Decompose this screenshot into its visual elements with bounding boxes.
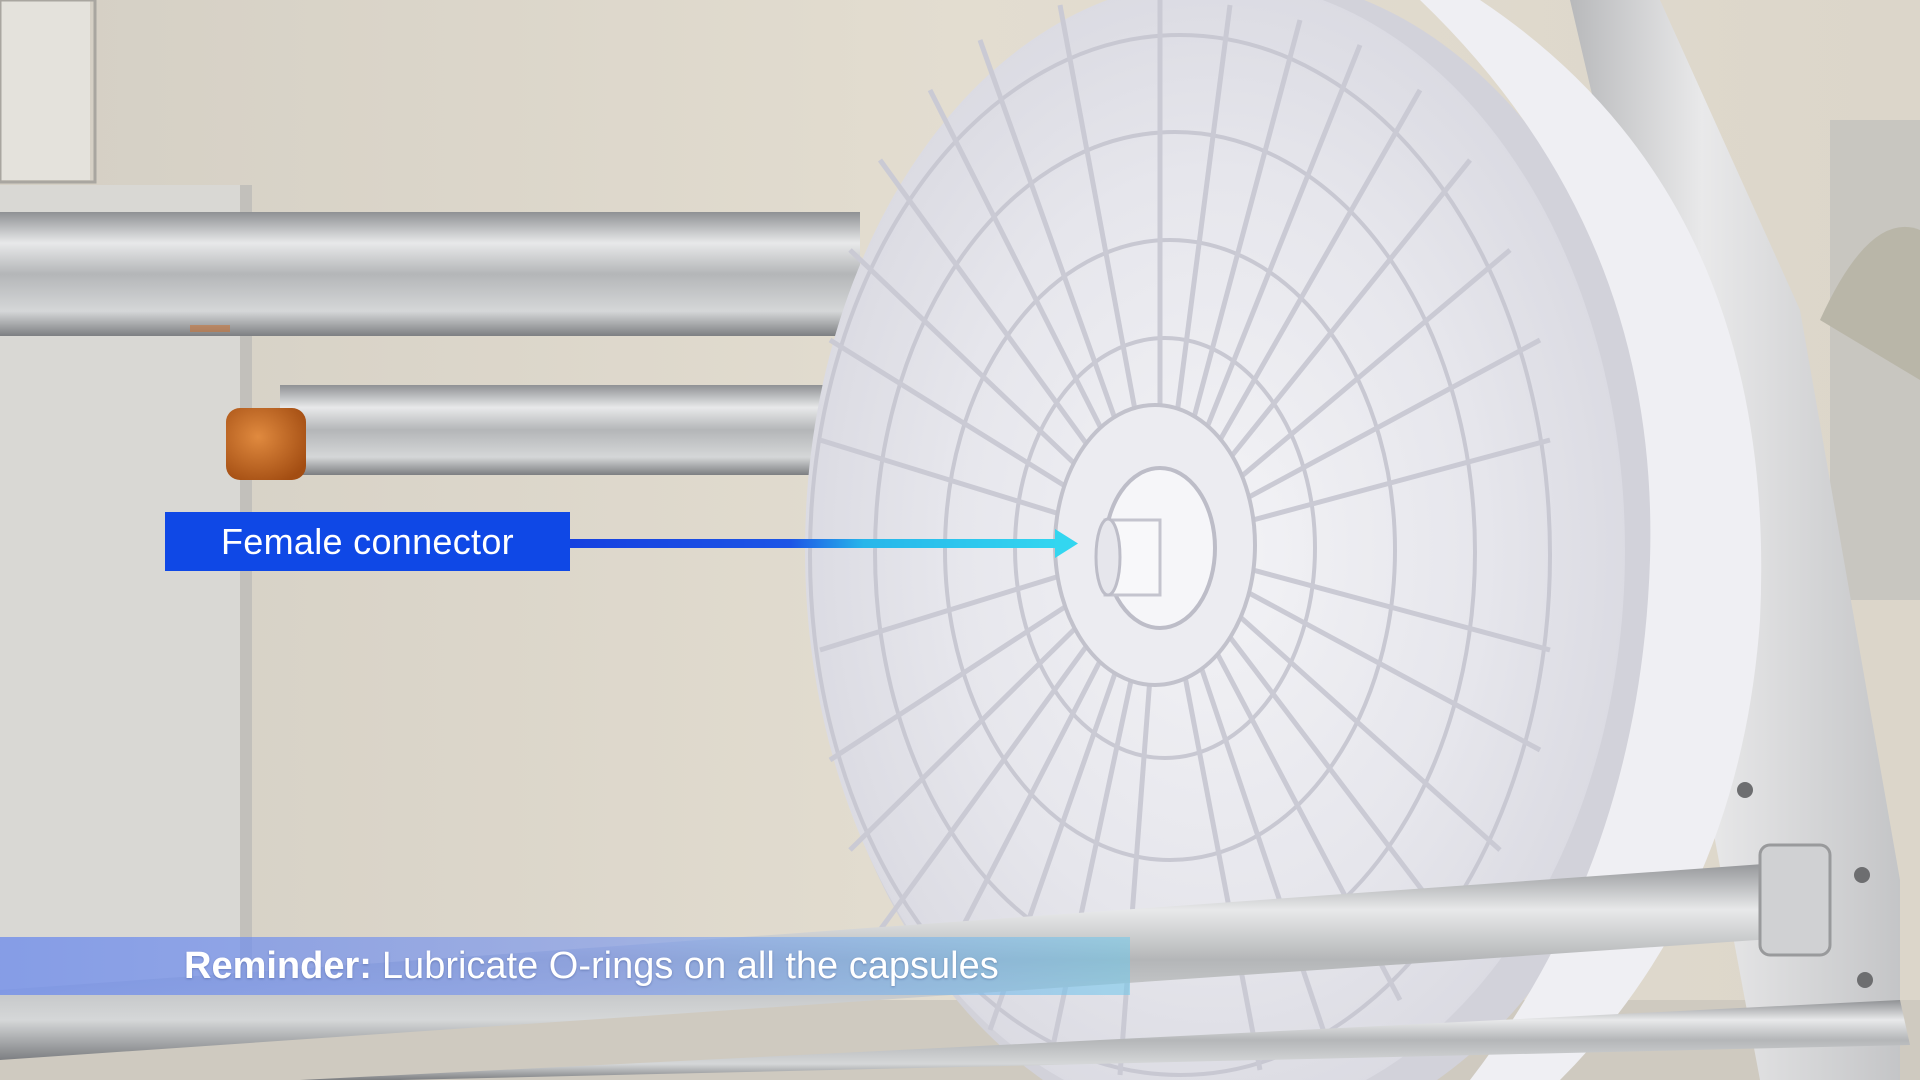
middle-rod [280, 385, 840, 475]
reminder-caption [184, 937, 999, 995]
upper-rod [0, 212, 860, 336]
orange-end-cap [226, 408, 306, 480]
reminder-message: Lubricate O-rings on all the capsules [381, 945, 999, 987]
wall-cabinet [0, 0, 90, 180]
female-connector-label: Female connector [165, 512, 570, 571]
female-connector-port [1096, 519, 1120, 595]
reminder-prefix: Reminder: [184, 945, 372, 987]
